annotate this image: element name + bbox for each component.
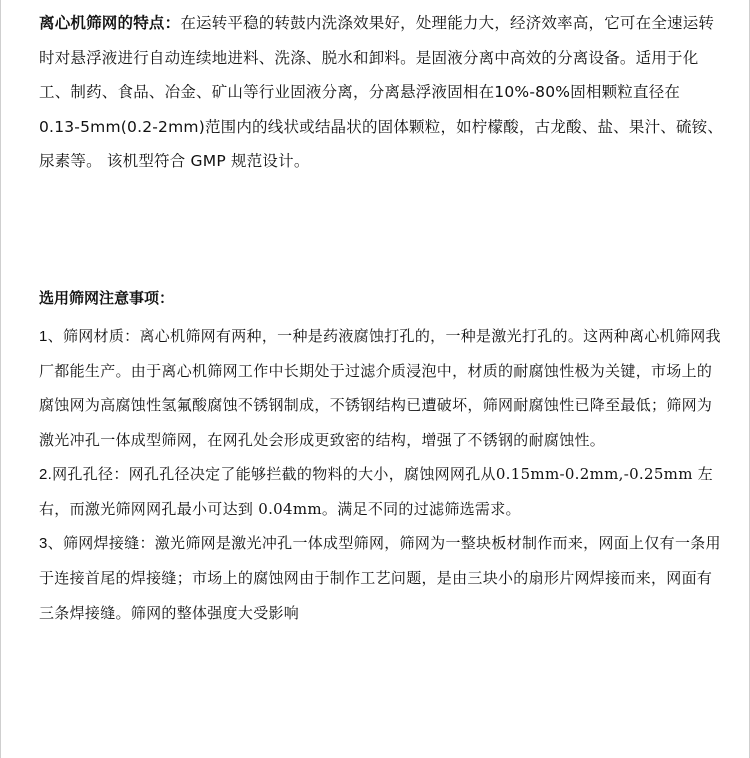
note-item-material [39, 319, 725, 457]
note-number: 3、 [39, 535, 63, 553]
features-paragraph [39, 6, 725, 179]
note-number: 2. [39, 465, 53, 483]
note-text: 网孔孔径：网孔孔径决定了能够拦截的物料的大小，腐蚀网网孔从0.15mm-0.2mm,-0.25mm 左右，而激光筛网网孔最小可达到 0.04mm。满足不同的过滤筛选需求。 [39, 464, 714, 519]
note-text: 筛网材质：离心机筛网有两种，一种是药液腐蚀打孔的，一种是激光打孔的。这两种离心机筛网我厂都能生产。由于离心机筛网工作中长期处于过滤介质浸泡中，材质的耐腐蚀性极为关键，市场上的腐蚀网为高腐蚀性氢氟酸腐蚀不锈钢制成，不锈钢结构已遭破坏，筛网耐腐蚀性已降至最低；筛网为激光冲孔一体成型筛网，在网孔处会形成更致密的结构，增强了不锈钢的耐腐蚀性。 [39, 327, 721, 449]
note-number: 1、 [39, 328, 63, 345]
note-item-aperture [39, 457, 725, 526]
features-body: 在运转平稳的转鼓内洗涤效果好，处理能力大，经济效率高，它可在全速运转时对悬浮液进行自动连续地进料、洗涤、脱水和卸料。是固液分离中高效的分离设备。适用于化工、制药、食品、冶金、矿山等行业固液分离，分离悬浮液固相在10%-80%固相颗粒直径在 0.13-5mm(0.2-2mm)范围内的线状或结晶状的固体颗粒，如柠檬酸，古龙酸、盐、果汁、硫铵、尿素等。 该机型符合 GMP 规范设计。 [39, 14, 724, 170]
notes-list [39, 319, 725, 630]
note-text: 筛网焊接缝：激光筛网是激光冲孔一体成型筛网，筛网为一整块板材制作而来，网面上仅有一条用于连接首尾的焊接缝；市场上的腐蚀网由于制作工艺问题，是由三块小的扇形片网焊接而来，网面有三条焊接缝。筛网的整体强度大受影响 [39, 534, 721, 622]
note-item-weld-seam [39, 526, 725, 630]
features-title: 离心机筛网的特点： [39, 14, 181, 32]
notes-title: 选用筛网注意事项： [39, 289, 175, 307]
